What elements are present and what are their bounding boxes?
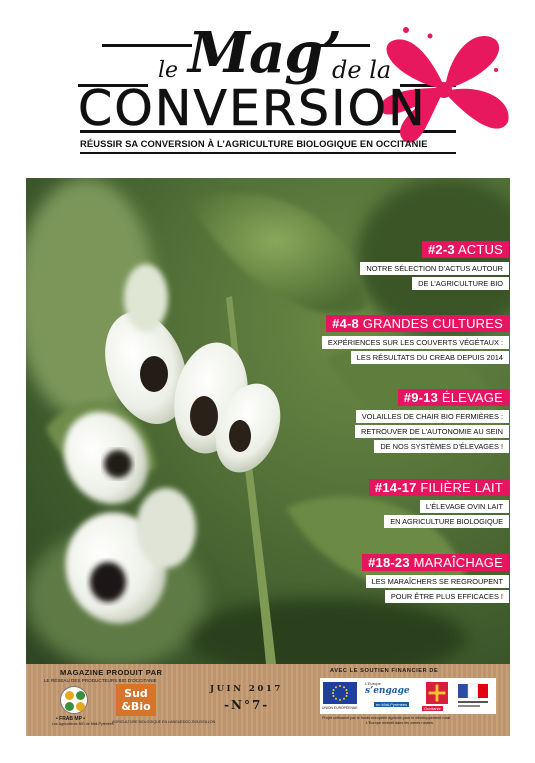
issue-number: -N°7- bbox=[224, 698, 270, 712]
eu-flag-icon bbox=[323, 682, 357, 704]
toc-section: FILIÈRE LAIT bbox=[420, 480, 503, 495]
produced-by-label: MAGAZINE PRODUIT PAR bbox=[60, 668, 163, 677]
sud-logo-line1: Sud bbox=[124, 687, 148, 700]
europe-top: L’Europe bbox=[365, 681, 381, 686]
frab-sub: Les Agriculteurs BIO de Midi-Pyrénées bbox=[52, 722, 114, 726]
toc-line: EXPÉRIENCES SUR LES COUVERTS VÉGÉTAUX : bbox=[322, 336, 509, 349]
rural-investment-note: L’Europe investit dans les zones rurales bbox=[366, 721, 433, 725]
toc-pages: #18-23 bbox=[368, 555, 410, 570]
masthead-rule-under-subtitle bbox=[80, 152, 456, 154]
footer-band bbox=[26, 664, 510, 736]
financial-support-label: AVEC LE SOUTIEN FINANCIER DE bbox=[330, 668, 439, 674]
title-de-la: de la bbox=[332, 56, 392, 84]
occitanie-label: Occitanie bbox=[424, 706, 441, 711]
masthead-rule-top bbox=[102, 44, 192, 47]
frab-label: • FRAB MP • bbox=[56, 716, 85, 722]
toc-section: ACTUS bbox=[457, 242, 503, 257]
toc-pages: #9-13 bbox=[403, 390, 439, 405]
europe-main: s’engage bbox=[365, 686, 410, 696]
frab-logo bbox=[60, 686, 88, 714]
toc-heading-filiere-lait[interactable] bbox=[369, 479, 509, 496]
sud-et-bio-logo bbox=[116, 684, 156, 716]
toc-pages: #4-8 bbox=[332, 316, 359, 331]
toc-heading-maraichage[interactable] bbox=[362, 554, 509, 571]
title-mag: Mag’ bbox=[188, 20, 341, 86]
toc-pages: #2-3 bbox=[428, 242, 455, 257]
produced-by-sub: LE RÉSEAU DES PRODUCTEURS BIO D’OCCITANIE bbox=[44, 678, 157, 683]
ministry-logo-icon bbox=[456, 682, 492, 710]
sud-sub: AGRICULTURE BIOLOGIQUE EN LANGUEDOC-ROUSSILLON bbox=[112, 720, 216, 724]
toc-line: DE NOS SYSTÈMES D’ÉLEVAGES ! bbox=[374, 440, 509, 453]
toc-heading-elevage[interactable] bbox=[398, 389, 509, 406]
toc-line: VOLAILLES DE CHAIR BIO FERMIÈRES : bbox=[356, 410, 509, 423]
masthead-subtitle: RÉUSSIR SA CONVERSION À L’AGRICULTURE BIOLOGIQUE EN OCCITANIE bbox=[80, 138, 428, 149]
title-le: le bbox=[158, 58, 179, 83]
toc-line: POUR ÊTRE PLUS EFFICACES ! bbox=[385, 590, 509, 603]
toc-heading-grandes-cultures[interactable] bbox=[326, 315, 509, 332]
eu-label: UNION EUROPÉENNE bbox=[322, 706, 358, 710]
cofinancing-note: Projet cofinancé par le fonds européen agricole pour le développement rural bbox=[322, 716, 450, 720]
toc-section: ÉLEVAGE bbox=[441, 390, 503, 405]
issue-date: JUIN 2017 bbox=[210, 684, 283, 694]
title-conversion: CONVERSION bbox=[78, 80, 427, 137]
sud-logo-line2: &Bio bbox=[121, 700, 151, 713]
europe-bottom: en Midi-Pyrénées bbox=[376, 702, 408, 707]
toc-line: EN AGRICULTURE BIOLOGIQUE bbox=[384, 515, 509, 528]
toc-line: RETROUVER DE L’AUTONOMIE AU SEIN bbox=[355, 425, 509, 438]
toc-pages: #14-17 bbox=[374, 480, 417, 495]
toc-line: NOTRE SÉLECTION D’ACTUS AUTOUR bbox=[360, 262, 509, 275]
toc-line: LES RÉSULTATS DU CREAB DEPUIS 2014 bbox=[351, 351, 509, 364]
masthead bbox=[0, 0, 535, 178]
occitanie-cross-icon bbox=[426, 682, 448, 704]
toc-heading-actus[interactable] bbox=[422, 241, 509, 258]
toc-line: LES MARAÎCHERS SE REGROUPENT bbox=[366, 575, 509, 588]
toc-line: DE L’AGRICULTURE BIO bbox=[412, 277, 509, 290]
toc-section: GRANDES CULTURES bbox=[362, 316, 503, 331]
toc-section: MARAÎCHAGE bbox=[413, 555, 503, 570]
toc-line: L’ÉLEVAGE OVIN LAIT bbox=[420, 500, 509, 513]
